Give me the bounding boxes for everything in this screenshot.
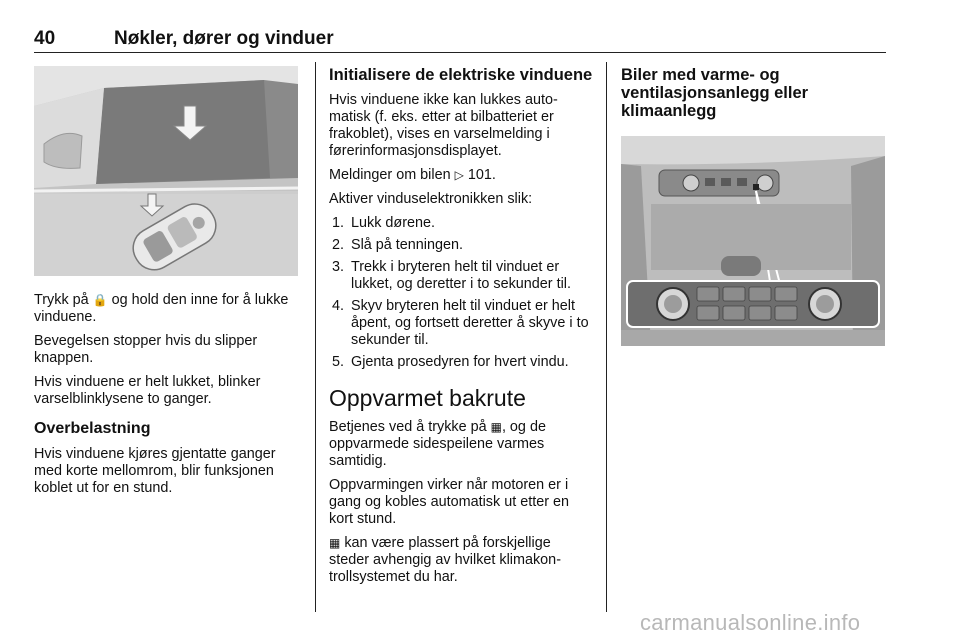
- paragraph-rear-location: ▦ kan være plassert på forskjellige steder avhengig av hvilket klimakontrollsystemet du har.: [329, 535, 561, 585]
- paragraph-overload: Hvis vinduene kjøres gjentatte ganger med korte mellomrom, blir funksjonen koblet ut for en stund.: [34, 446, 276, 496]
- paragraph-close-windows: Trykk på 🔒 og hold den inne for å lukke vinduene.: [34, 292, 289, 325]
- paragraph-release: Bevegelsen stopper hvis du slipper knappen.: [34, 333, 258, 366]
- watermark: carmanualsonline.info: [640, 610, 861, 635]
- column-divider: [606, 62, 607, 612]
- key-lock-icon: 🔒: [92, 293, 108, 307]
- steps-list: [329, 215, 593, 371]
- column-right: [621, 66, 885, 128]
- list-item: 1. Lukk dørene.: [332, 215, 435, 231]
- heading-overload: Overbelastning: [34, 420, 151, 437]
- climate-panel-illustration: [621, 136, 885, 346]
- window-keyfob-illustration: [34, 66, 298, 276]
- paragraph-hazard-blink: Hvis vinduene er helt lukket, blinker varselblinklysene to ganger.: [34, 374, 261, 407]
- paragraph-rear-operate: Betjenes ved å trykke på ▦, og de oppvarmede sidespeilene varmes samtidig.: [329, 419, 546, 469]
- column-left: [34, 292, 302, 504]
- rear-window-heater-icon: ▦: [490, 420, 502, 434]
- column-divider: [315, 62, 316, 612]
- paragraph-activate: Aktiver vinduselektronikken slik:: [329, 191, 533, 207]
- list-item: 3. Trekk i bryteren helt til vinduet er lukket, og deretter i to sekunder til.: [332, 259, 571, 292]
- list-item: 2. Slå på tenningen.: [332, 237, 464, 253]
- paragraph-messages-ref: Meldinger om bilen ▷ 101.: [329, 167, 496, 183]
- heading-rear-window: Oppvarmet bakrute: [329, 385, 526, 411]
- window-keyfob-drawing: [34, 66, 298, 276]
- list-item: 4. Skyv bryteren helt til vinduet er helt åpent, og fortsett deretter å skyve i to sekunder til.: [332, 298, 589, 348]
- chapter-title: Nøkler, dører og vinduer: [114, 28, 334, 49]
- climate-panel-drawing: [621, 136, 885, 346]
- paragraph-rear-auto-off: Oppvarmingen virker når motoren er i gang og kobles automatisk ut etter en kort stund.: [329, 477, 569, 527]
- paragraph-init-intro: Hvis vinduene ikke kan lukkes automatisk (f. eks. etter at bilbatteriet er frakoblet), vises en varselmelding i førerinformasjonsdisplayet.: [329, 92, 558, 159]
- list-item: 5. Gjenta prosedyren for hvert vindu.: [332, 354, 569, 370]
- column-middle: [329, 66, 593, 593]
- heading-init-windows: Initialisere de elektriske vinduene: [329, 66, 593, 84]
- heading-climate: Biler med varme- og ventilasjonsanlegg eller klimaanlegg: [621, 66, 809, 120]
- rear-window-heater-icon: ▦: [329, 536, 341, 550]
- page-number: 40: [34, 28, 56, 49]
- page-header: [34, 24, 886, 53]
- page-reference-triangle-icon: ▷: [454, 168, 464, 182]
